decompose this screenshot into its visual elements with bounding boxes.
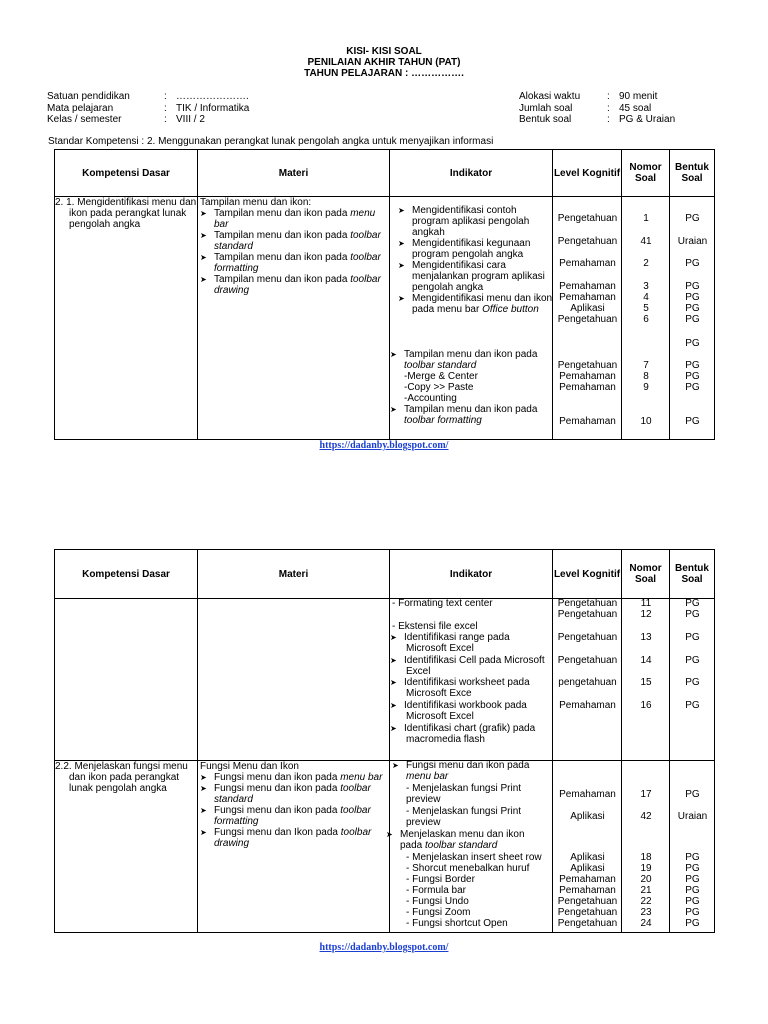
- bentuk-soal: PG: [685, 863, 700, 874]
- text-line: [406, 771, 448, 782]
- meta-label: Kelas / semester: [47, 114, 122, 125]
- line-text: Identifikasi chart (grafik) pada: [404, 723, 536, 734]
- level-kognitif: Pengetahuan: [557, 314, 618, 325]
- text-line: [406, 734, 485, 745]
- kd-text-line: 2.2. Menjelaskan fungsi menu: [55, 761, 188, 772]
- nomor-soal: 15: [640, 677, 652, 688]
- bullet-line: [398, 238, 530, 249]
- line-text: Identififikasi range pada: [404, 632, 510, 643]
- line-text: Tampilan menu dan ikon pada: [404, 404, 538, 415]
- bentuk-soal: PG: [685, 371, 700, 382]
- bentuk-soal: PG: [685, 918, 700, 929]
- text-line: [406, 896, 469, 907]
- text-line: [404, 360, 476, 371]
- line-italic-text: bar: [214, 219, 229, 230]
- bentuk-soal: PG: [685, 281, 700, 292]
- line-italic-text: toolbar formatting: [404, 415, 482, 426]
- nomor-soal: 11: [640, 598, 652, 609]
- arrow-bullet-icon: ➤: [398, 261, 405, 270]
- line-italic-text: toolbar standard: [425, 840, 498, 851]
- bullet-line: [390, 404, 537, 415]
- line-text: program aplikasi pengolah: [412, 216, 530, 227]
- nomor-soal: 12: [640, 609, 652, 620]
- line-italic-text: formatting: [214, 263, 259, 274]
- bentuk-soal: PG: [685, 382, 700, 393]
- text-line: [406, 817, 440, 828]
- line-text: Fungsi menu dan ikon pada: [214, 783, 341, 794]
- bullet-line: [390, 700, 527, 711]
- col-header-nomor: Nomor Soal: [622, 150, 670, 197]
- meta-value: PG & Uraian: [619, 114, 676, 125]
- bentuk-soal: PG: [685, 874, 700, 885]
- level-kognitif: Pemahaman: [559, 789, 616, 800]
- meta-sep: :: [607, 114, 610, 125]
- text-line: [412, 216, 529, 227]
- line-text: program pengolah angka: [412, 249, 524, 260]
- line-text: Fungsi menu dan ikon pada: [406, 760, 530, 771]
- text-line: [412, 282, 483, 293]
- line-italic-text: drawing: [214, 285, 250, 296]
- level-kognitif: Pemahaman: [559, 281, 616, 292]
- bentuk-cell: [670, 197, 714, 439]
- nomor-soal: 4: [643, 292, 649, 303]
- arrow-bullet-icon: ➤: [200, 275, 207, 284]
- bullet-line: [392, 760, 529, 771]
- bentuk-soal: PG: [685, 896, 700, 907]
- text-line: [214, 838, 249, 849]
- text-line: [406, 874, 475, 885]
- bentuk-soal: PG: [685, 303, 700, 314]
- bullet-line: [200, 772, 382, 783]
- bullet-line: [386, 829, 525, 840]
- meta-label: Mata pelajaran: [47, 102, 114, 114]
- line-text: Fungsi menu dan ikon pada: [214, 805, 341, 816]
- arrow-bullet-icon: ➤: [390, 678, 397, 687]
- doc-title-line1: KISI- KISI SOAL: [346, 46, 422, 57]
- line-text: Microsoft Exce: [406, 688, 472, 699]
- text-line: [406, 863, 529, 874]
- text-line: [406, 643, 474, 654]
- arrow-bullet-icon: ➤: [200, 253, 207, 262]
- arrow-bullet-icon: ➤: [390, 656, 397, 665]
- level-kognitif: Pengetahuan: [557, 655, 618, 666]
- bullet-line: [398, 205, 517, 216]
- line-italic-text: standard: [214, 241, 253, 252]
- bentuk-soal: PG: [685, 213, 700, 224]
- line-text: -Merge & Center: [404, 371, 478, 382]
- line-text: - Formating text center: [392, 598, 493, 609]
- line-text: Excel: [406, 666, 431, 677]
- nomor-soal: 7: [643, 360, 649, 371]
- col-header-indikator: Indikator: [390, 150, 553, 197]
- line-text: Mengidentifikasi kegunaan: [412, 238, 531, 249]
- col-header-materi: Materi: [198, 550, 390, 599]
- nomor-soal: 21: [640, 885, 652, 896]
- text-line: [406, 794, 440, 805]
- text-line: [412, 249, 523, 260]
- line-italic-text: toolbar: [350, 274, 381, 285]
- level-kognitif: Pemahaman: [559, 700, 616, 711]
- nomor-soal: 6: [643, 314, 649, 325]
- nomor-soal: 42: [640, 811, 652, 822]
- line-text: Tampilan menu dan ikon:: [200, 197, 312, 208]
- arrow-bullet-icon: ➤: [392, 761, 399, 770]
- line-text: - Shorcut menebalkan huruf: [406, 863, 530, 874]
- arrow-bullet-icon: ➤: [390, 633, 397, 642]
- nomor-soal: 20: [640, 874, 652, 885]
- line-text: - Fungsi shortcut Open: [406, 918, 508, 929]
- materi-cell: [198, 761, 389, 932]
- col-header-bentuk: Bentuk Soal: [670, 150, 715, 197]
- text-line: [406, 806, 521, 817]
- bentuk-soal: PG: [685, 416, 700, 427]
- materi-cell: [198, 197, 389, 439]
- col-header-kompetensi: Kompetensi Dasar: [55, 150, 198, 197]
- bentuk-soal: PG: [685, 598, 700, 609]
- level-cell: [553, 761, 621, 932]
- nomor-soal: 1: [643, 213, 649, 224]
- nomor-soal: 10: [640, 416, 652, 427]
- nomor-soal: 22: [640, 896, 652, 907]
- line-text: Tampilan menu dan ikon pada: [214, 230, 351, 241]
- nomor-soal: 16: [640, 700, 652, 711]
- nomor-soal: 23: [640, 907, 652, 918]
- nomor-soal: 41: [640, 236, 652, 247]
- nomor-cell: [622, 761, 669, 932]
- text-line: [400, 840, 497, 851]
- kd-cell-empty: [55, 599, 197, 760]
- line-text: - Ekstensi file excel: [392, 621, 478, 632]
- line-italic-text: toolbar: [340, 783, 371, 794]
- line-text: angkah: [412, 227, 445, 238]
- level-kognitif: Pemahaman: [559, 874, 616, 885]
- bentuk-cell: [670, 599, 714, 760]
- bentuk-soal: PG: [685, 258, 700, 269]
- line-text: - Menjelaskan fungsi Print: [406, 783, 522, 794]
- line-text: - Menjelaskan insert sheet row: [406, 852, 542, 863]
- text-line: [200, 761, 299, 772]
- text-line: [214, 263, 258, 274]
- bullet-line: [390, 655, 545, 666]
- line-italic-text: toolbar: [350, 252, 381, 263]
- line-text: - Formula bar: [406, 885, 467, 896]
- level-kognitif: Pengetahuan: [557, 609, 618, 620]
- line-text: Menjelaskan menu dan ikon: [400, 829, 525, 840]
- arrow-bullet-icon: ➤: [200, 209, 207, 218]
- nomor-soal: 24: [640, 918, 652, 929]
- line-text: pada: [400, 840, 426, 851]
- text-line: [406, 688, 472, 699]
- standar-kompetensi: Standar Kompetensi : 2. Menggunakan perangkat lunak pengolah angka untuk menyajikan informasi: [48, 136, 494, 147]
- line-italic-text: Office button: [482, 304, 539, 315]
- line-text: Tampilan menu dan ikon pada: [214, 252, 351, 263]
- bentuk-soal: PG: [685, 632, 700, 643]
- line-text: Tampilan menu dan ikon pada: [214, 208, 351, 219]
- text-line: [412, 271, 545, 282]
- line-text: pada menu bar: [412, 304, 483, 315]
- line-italic-text: toolbar standard: [404, 360, 477, 371]
- line-text: preview: [406, 794, 441, 805]
- nomor-soal: 19: [640, 863, 652, 874]
- arrow-bullet-icon: ➤: [390, 724, 397, 733]
- kd-text-line: 2. 1. Mengidentifikasi menu dan: [55, 197, 197, 208]
- bullet-line: [390, 723, 535, 734]
- bullet-line: [200, 230, 381, 241]
- line-text: Identififikasi Cell pada Microsoft: [404, 655, 545, 666]
- bullet-line: [390, 349, 537, 360]
- bentuk-soal: PG: [685, 677, 700, 688]
- line-text: macromedia flash: [406, 734, 485, 745]
- bentuk-soal: PG: [685, 852, 700, 863]
- nomor-cell: [622, 599, 669, 760]
- text-line: [404, 393, 457, 404]
- bullet-line: [200, 783, 371, 794]
- indikator-cell: [390, 197, 552, 439]
- meta-label: Bentuk soal: [519, 114, 572, 125]
- line-italic-text: drawing: [214, 838, 250, 849]
- line-italic-text: toolbar: [340, 805, 371, 816]
- nomor-soal: 13: [640, 632, 652, 643]
- line-text: -Accounting: [404, 393, 457, 404]
- arrow-bullet-icon: ➤: [398, 294, 405, 303]
- line-text: - Fungsi Undo: [406, 896, 469, 907]
- doc-title-line2: PENILAIAN AKHIR TAHUN (PAT): [307, 57, 461, 68]
- col-header-nomor: Nomor Soal: [622, 550, 670, 599]
- col-header-indikator: Indikator: [390, 550, 553, 599]
- text-line: [406, 907, 470, 918]
- line-text: Tampilan menu dan ikon pada: [404, 349, 538, 360]
- bentuk-soal: PG: [685, 292, 700, 303]
- nomor-soal: 14: [640, 655, 652, 666]
- blog-link-1[interactable]: https://dadanby.blogspot.com/: [319, 440, 449, 451]
- nomor-soal: 18: [640, 852, 652, 863]
- level-kognitif: Pemahaman: [559, 258, 616, 269]
- line-text: Tampilan menu dan ikon pada: [214, 274, 351, 285]
- blog-link-2[interactable]: https://dadanby.blogspot.com/: [319, 942, 449, 953]
- text-line: [406, 918, 508, 929]
- meta-label: Jumlah soal: [519, 102, 573, 114]
- nomor-cell: [622, 197, 669, 439]
- meta-value: TIK / Informatika: [176, 102, 250, 114]
- line-text: - Fungsi Zoom: [406, 907, 471, 918]
- line-text: Identififikasi worksheet pada: [404, 677, 530, 688]
- indikator-cell: [390, 599, 552, 760]
- meta-value: 90 menit: [619, 91, 658, 102]
- line-text: Microsoft Excel: [406, 711, 474, 722]
- line-italic-text: menu: [350, 208, 376, 219]
- bentuk-soal: PG: [685, 314, 700, 325]
- col-header-level: Level Kognitif: [553, 150, 622, 197]
- level-kognitif: Aplikasi: [570, 811, 605, 822]
- bentuk-soal: PG: [685, 907, 700, 918]
- bullet-line: [398, 293, 552, 304]
- line-text: Fungsi Menu dan Ikon: [200, 761, 299, 772]
- meta-value: VIII / 2: [176, 114, 205, 125]
- bentuk-soal: PG: [685, 885, 700, 896]
- line-text: pengolah angka: [412, 282, 484, 293]
- line-italic-text: menu bar: [340, 772, 383, 783]
- text-line: [214, 816, 258, 827]
- line-text: Mengidentifikasi contoh: [412, 205, 517, 216]
- arrow-bullet-icon: ➤: [390, 701, 397, 710]
- text-line: [404, 382, 473, 393]
- line-text: Mengidentifikasi cara: [412, 260, 506, 271]
- col-header-materi: Materi: [198, 150, 390, 197]
- text-line: [412, 304, 539, 315]
- kd-text-line: pengolah angka: [69, 219, 141, 230]
- arrow-bullet-icon: ➤: [398, 239, 405, 248]
- bullet-line: [390, 632, 510, 643]
- level-cell: [553, 599, 621, 760]
- bentuk-soal: Uraian: [677, 811, 708, 822]
- col-header-level: Level Kognitif: [553, 550, 622, 599]
- text-line: [214, 794, 253, 805]
- line-text: Identififikasi workbook pada: [404, 700, 527, 711]
- nomor-soal: 9: [643, 382, 649, 393]
- kd-text-line: dan ikon pada perangkat: [69, 772, 180, 783]
- level-kognitif: Pengetahuan: [557, 632, 618, 643]
- arrow-bullet-icon: ➤: [200, 773, 207, 782]
- level-kognitif: Pemahaman: [559, 885, 616, 896]
- line-text: Microsoft Excel: [406, 643, 474, 654]
- text-line: [404, 371, 478, 382]
- bullet-line: [200, 252, 381, 263]
- level-kognitif: Pengetahuan: [557, 907, 618, 918]
- text-line: [406, 885, 466, 896]
- level-kognitif: Pengetahuan: [557, 360, 618, 371]
- level-kognitif: Pemahaman: [559, 371, 616, 382]
- table-header-row: [55, 550, 715, 599]
- arrow-bullet-icon: ➤: [200, 828, 207, 837]
- text-line: [406, 711, 474, 722]
- meta-value: ………………….: [176, 91, 249, 102]
- indikator-cell: [386, 760, 552, 932]
- text-line: [406, 666, 430, 677]
- bullet-line: [398, 260, 506, 271]
- kd-text-line: ikon pada perangkat lunak: [69, 208, 187, 219]
- level-kognitif: pengetahuan: [558, 677, 617, 688]
- meta-label: Alokasi waktu: [519, 91, 581, 102]
- bentuk-soal: PG: [685, 360, 700, 371]
- level-kognitif: Aplikasi: [570, 863, 605, 874]
- kd-cell: [55, 197, 197, 439]
- arrow-bullet-icon: ➤: [200, 806, 207, 815]
- line-text: - Menjelaskan fungsi Print: [406, 806, 522, 817]
- meta-sep: :: [607, 91, 610, 102]
- nomor-soal: 8: [643, 371, 649, 382]
- line-italic-text: toolbar: [340, 827, 372, 838]
- text-line: [214, 219, 228, 230]
- bullet-line: [200, 274, 381, 285]
- level-kognitif: Pengetahuan: [557, 918, 618, 929]
- table-header-row: [55, 150, 715, 197]
- level-kognitif: Aplikasi: [570, 303, 605, 314]
- level-kognitif: Pengetahuan: [557, 213, 618, 224]
- materi-cell-empty: [198, 599, 389, 760]
- meta-label: Satuan pendidikan: [47, 91, 130, 102]
- text-line: [200, 197, 311, 208]
- level-kognitif: Pemahaman: [559, 382, 616, 393]
- doc-title-line3: TAHUN PELAJARAN : …………….: [304, 68, 464, 79]
- arrow-bullet-icon: ➤: [200, 231, 207, 240]
- level-kognitif: Pemahaman: [559, 292, 616, 303]
- kisi-table-1: [54, 149, 715, 440]
- kisi-table-2: [54, 549, 715, 933]
- level-cell: [553, 197, 621, 439]
- text-line: [406, 852, 542, 863]
- bentuk-soal: PG: [685, 700, 700, 711]
- bentuk-soal: PG: [685, 609, 700, 620]
- col-header-bentuk: Bentuk Soal: [670, 550, 715, 599]
- kd-cell: [55, 761, 197, 932]
- text-line: [392, 598, 493, 609]
- bentuk-soal: Uraian: [677, 236, 708, 247]
- meta-sep: :: [164, 102, 167, 114]
- text-line: [214, 285, 249, 296]
- line-italic-text: menu bar: [406, 771, 449, 782]
- nomor-soal: 3: [643, 281, 649, 292]
- line-text: preview: [406, 817, 441, 828]
- line-italic-text: toolbar: [350, 230, 381, 241]
- bentuk-soal: PG: [685, 338, 700, 349]
- nomor-soal: 17: [640, 789, 652, 800]
- text-line: [214, 241, 253, 252]
- arrow-bullet-icon: ➤: [200, 784, 207, 793]
- level-kognitif: Pengetahuan: [557, 236, 618, 247]
- arrow-bullet-icon: ➤: [398, 206, 405, 215]
- nomor-soal: 2: [643, 258, 649, 269]
- line-italic-text: standard: [214, 794, 253, 805]
- bentuk-soal: PG: [685, 789, 700, 800]
- nomor-soal: 5: [643, 303, 649, 314]
- line-text: Mengidentifikasi menu dan ikon: [412, 293, 553, 304]
- level-kognitif: Pengetahuan: [557, 896, 618, 907]
- bentuk-cell: [670, 761, 714, 932]
- meta-value: 45 soal: [619, 102, 652, 114]
- arrow-bullet-icon: ➤: [390, 350, 397, 359]
- arrow-bullet-icon: ➤: [390, 405, 397, 414]
- meta-sep: :: [164, 91, 167, 102]
- bullet-line: [200, 805, 371, 816]
- level-kognitif: Pemahaman: [559, 416, 616, 427]
- kd-text-line: lunak pengolah angka: [69, 783, 167, 794]
- bullet-line: [390, 677, 530, 688]
- line-text: -Copy >> Paste: [404, 382, 474, 393]
- line-text: menjalankan program aplikasi: [412, 271, 545, 282]
- meta-sep: :: [164, 114, 167, 125]
- level-kognitif: Pengetahuan: [557, 598, 618, 609]
- line-italic-text: formatting: [214, 816, 259, 827]
- text-line: [406, 783, 521, 794]
- text-line: [404, 415, 482, 426]
- level-kognitif: Aplikasi: [570, 852, 605, 863]
- text-line: [412, 227, 445, 238]
- arrow-bullet-icon: ➤: [386, 830, 393, 839]
- col-header-kompetensi: Kompetensi Dasar: [55, 550, 198, 599]
- text-line: [392, 621, 478, 632]
- bullet-line: [200, 208, 375, 219]
- line-text: - Fungsi Border: [406, 874, 475, 885]
- meta-sep: :: [607, 102, 610, 114]
- bentuk-soal: PG: [685, 655, 700, 666]
- bullet-line: [200, 827, 371, 838]
- line-text: Fungsi menu dan Ikon pada: [214, 827, 341, 838]
- line-text: Fungsi menu dan ikon pada: [214, 772, 341, 783]
